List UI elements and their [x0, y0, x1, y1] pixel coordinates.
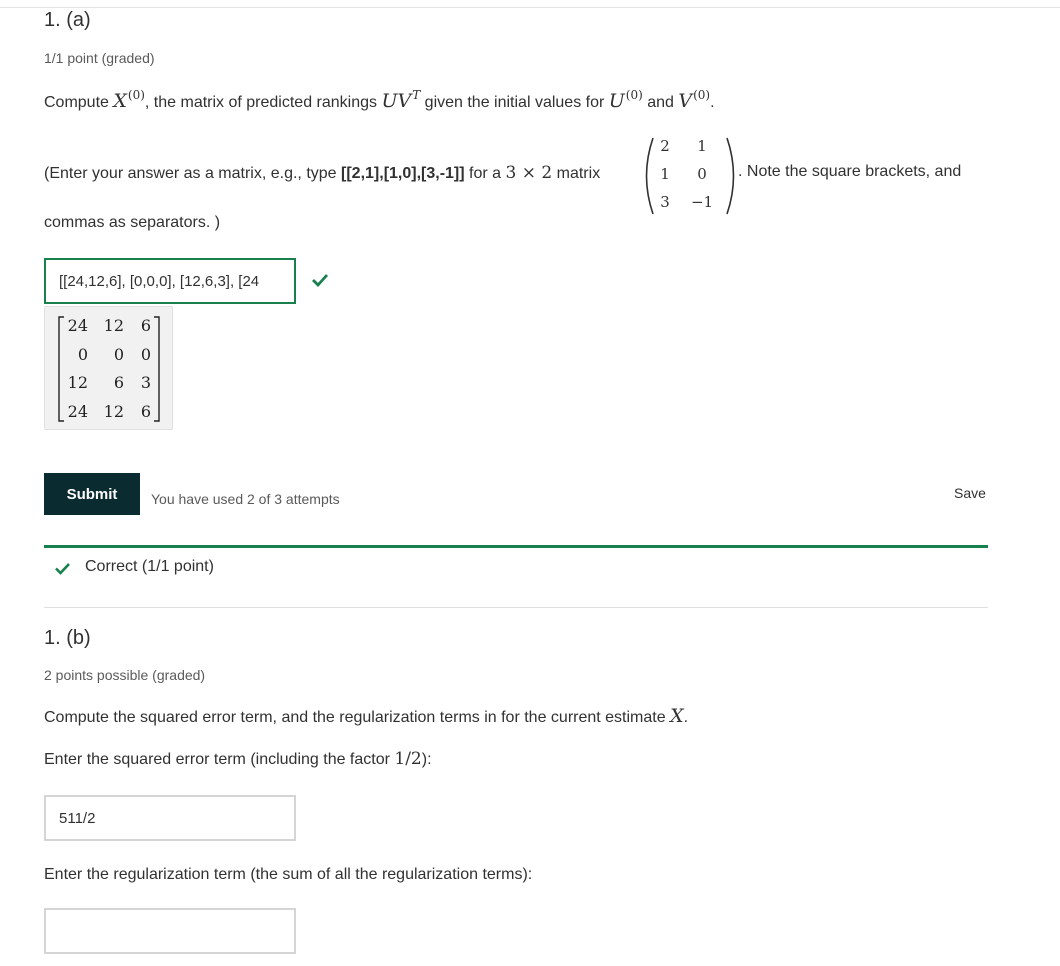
top-divider: [0, 7, 1060, 8]
points-label-a: 1/1 point (graded): [44, 50, 155, 66]
problem-title-b: 1. (b): [44, 627, 91, 649]
save-button[interactable]: Save: [954, 485, 986, 501]
preview-cell: 0: [77, 345, 88, 364]
preview-cell: 3: [140, 373, 151, 392]
section-divider: [44, 607, 988, 608]
preview-cell: 24: [67, 316, 88, 335]
matrix-cell: −1: [690, 193, 714, 211]
preview-cell: 0: [113, 345, 124, 364]
question-prompt-b: Compute the squared error term, and the regularization terms in for the current estimate X.: [44, 705, 689, 727]
preview-cell: 6: [140, 316, 151, 335]
problem-title-a: 1. (a): [44, 9, 91, 31]
correct-check-icon: [55, 562, 70, 575]
preview-cell: 0: [140, 345, 151, 364]
uvt-math: $UV^T$: [381, 88, 421, 112]
matrix-cell: 2: [660, 137, 670, 155]
submit-button[interactable]: Submit: [44, 473, 140, 515]
attempts-text: You have used 2 of 3 attempts: [151, 491, 340, 507]
example-matrix: [643, 136, 737, 216]
points-label-b: 2 points possible (graded): [44, 667, 206, 683]
instructions-note: . Note the square brackets, and: [738, 163, 962, 180]
regularization-label: Enter the regularization term (the sum of all the regularization terms):: [44, 866, 533, 883]
matrix-cell: 0: [697, 165, 707, 183]
preview-cell: 6: [140, 402, 151, 421]
preview-cell: 12: [103, 316, 124, 335]
squared-error-label: Enter the squared error term (including the factor 1/2):: [44, 749, 432, 769]
x0-math: $X^{(0)}$: [113, 88, 145, 112]
preview-cell: 24: [67, 402, 88, 421]
preview-cell: 12: [103, 402, 124, 421]
matrix-cell: 1: [660, 165, 670, 183]
instructions-tail: commas as separators. ): [44, 214, 221, 231]
feedback-message: Correct (1/1 point): [85, 558, 214, 575]
matrix-preview: [44, 306, 173, 430]
preview-cell: 12: [67, 373, 88, 392]
preview-cell: 6: [113, 373, 124, 392]
check-icon: [311, 272, 329, 288]
matrix-cell: 3: [660, 193, 670, 211]
u0-math: $U^{(0)}$: [608, 88, 643, 112]
answer-input-a[interactable]: [[24,12,6], [0,0,0], [12,6,3], [24: [44, 258, 296, 304]
feedback-bar: [44, 545, 988, 548]
x-math: X: [670, 705, 684, 727]
question-prompt-a: Compute $X^{(0)}$, the matrix of predicted rankings $UV^T$ given the initial values for $U^{(0)}$ and $V^{(0)}$.: [44, 88, 715, 112]
example-answer: [[2,1],[1,0],[3,-1]]: [341, 165, 465, 182]
half-factor: 1/2: [394, 749, 422, 769]
matrix-cell: 1: [697, 137, 707, 155]
squared-error-input[interactable]: 511/2: [44, 795, 296, 841]
matrix-dims: 3 × 2: [505, 163, 553, 183]
regularization-input[interactable]: [44, 908, 296, 954]
v0-math: $V^{(0)}$: [678, 88, 711, 112]
answer-instructions: (Enter your answer as a matrix, e.g., type [[2,1],[1,0],[3,-1]] for a 3 × 2 matrix: [44, 163, 601, 183]
